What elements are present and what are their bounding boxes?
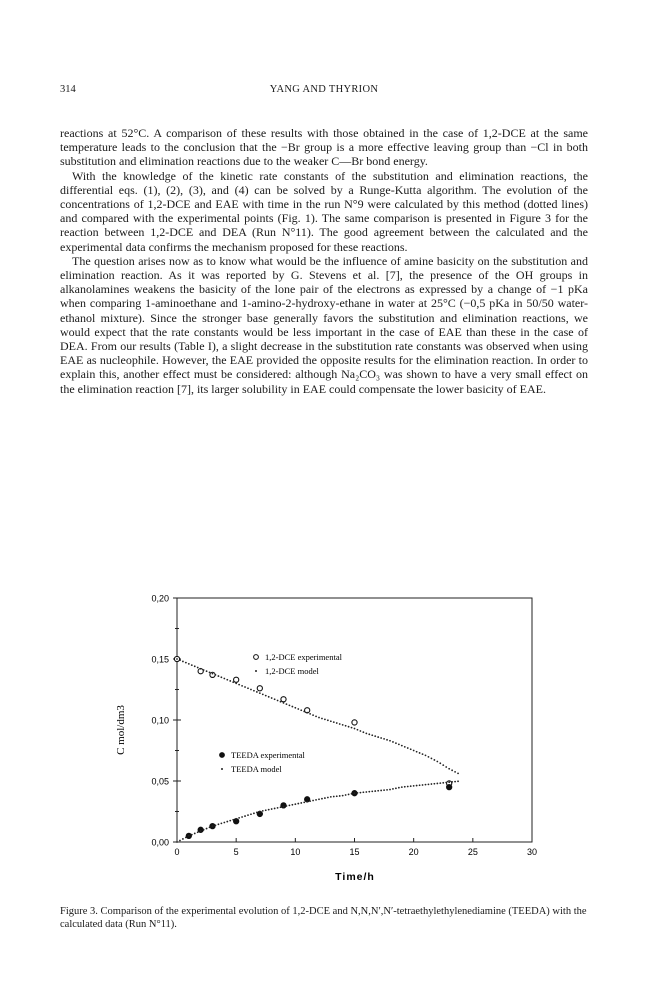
model-dot xyxy=(188,663,190,665)
model-dot xyxy=(433,783,435,785)
model-dot xyxy=(232,681,234,683)
model-dot xyxy=(291,804,293,806)
page-header xyxy=(60,84,588,98)
model-dot xyxy=(185,837,187,839)
model-dot xyxy=(442,782,444,784)
model-dot xyxy=(315,715,317,717)
model-dot xyxy=(324,718,326,720)
model-dot xyxy=(389,789,391,791)
y-axis-label: C mol/dm3 xyxy=(115,705,127,755)
model-dot xyxy=(238,817,240,819)
model-dot xyxy=(333,796,335,798)
figure-3 xyxy=(100,590,560,890)
model-dot xyxy=(226,679,228,681)
model-dot xyxy=(425,784,427,786)
model-dot xyxy=(280,701,282,703)
x-tick-label: 25 xyxy=(467,847,478,857)
model-dot xyxy=(448,768,450,770)
legend-marker xyxy=(254,655,259,660)
series-layer xyxy=(174,656,459,843)
model-dot xyxy=(203,829,205,831)
model-dot xyxy=(241,685,243,687)
model-dot xyxy=(360,730,362,732)
model-dot xyxy=(428,783,430,785)
model-dot xyxy=(416,751,418,753)
model-dot xyxy=(371,790,373,792)
model-dot xyxy=(327,797,329,799)
model-dot xyxy=(342,724,344,726)
model-dot xyxy=(451,781,453,783)
model-dot xyxy=(422,753,424,755)
model-dot xyxy=(339,795,341,797)
model-dot xyxy=(191,834,193,836)
dce-point xyxy=(352,720,357,725)
model-dot xyxy=(250,689,252,691)
page-number: 314 xyxy=(60,84,76,95)
model-dot xyxy=(401,745,403,747)
dce-point xyxy=(234,677,239,682)
model-dot xyxy=(392,788,394,790)
model-dot xyxy=(413,750,415,752)
model-dot xyxy=(365,791,367,793)
model-dot xyxy=(220,676,222,678)
model-dot xyxy=(333,721,335,723)
model-dot xyxy=(283,702,285,704)
model-dot xyxy=(235,683,237,685)
model-dot xyxy=(431,758,433,760)
dce-point xyxy=(281,697,286,702)
model-dot xyxy=(324,797,326,799)
model-dot xyxy=(348,726,350,728)
y-tick-label: 0,00 xyxy=(151,837,169,848)
model-dot xyxy=(315,799,317,801)
model-dot xyxy=(268,809,270,811)
model-dot xyxy=(410,748,412,750)
model-dot xyxy=(226,821,228,823)
model-dot xyxy=(218,823,220,825)
y-tick-label: 0,20 xyxy=(151,593,169,604)
model-dot xyxy=(265,809,267,811)
model-dot xyxy=(457,772,459,774)
model-dot xyxy=(380,737,382,739)
model-dot xyxy=(297,708,299,710)
model-dot xyxy=(336,795,338,797)
x-tick-label: 20 xyxy=(408,847,419,857)
model-dot xyxy=(306,801,308,803)
model-dot xyxy=(253,812,255,814)
model-dot xyxy=(209,826,211,828)
model-dot xyxy=(371,734,373,736)
y-tick-label: 0,05 xyxy=(151,776,169,787)
model-dot xyxy=(286,703,288,705)
model-dot xyxy=(365,733,367,735)
model-dot xyxy=(360,792,362,794)
model-dot xyxy=(212,825,214,827)
model-dot xyxy=(291,706,293,708)
model-dot xyxy=(445,782,447,784)
model-dot xyxy=(218,675,220,677)
model-dot xyxy=(374,735,376,737)
model-dot xyxy=(342,795,344,797)
model-dot xyxy=(191,664,193,666)
model-dot xyxy=(262,810,264,812)
x-axis xyxy=(174,838,537,857)
model-dot xyxy=(312,714,314,716)
model-dot xyxy=(244,686,246,688)
model-dot xyxy=(256,691,258,693)
model-dot xyxy=(200,668,202,670)
model-dot xyxy=(362,791,364,793)
model-dot xyxy=(229,680,231,682)
model-dot xyxy=(241,816,243,818)
x-axis-label: Time/h xyxy=(335,871,375,883)
model-dot xyxy=(357,729,359,731)
legend-label: TEEDA model xyxy=(231,764,282,774)
model-dot xyxy=(398,744,400,746)
model-dot xyxy=(179,840,181,842)
model-dot xyxy=(439,782,441,784)
model-dot xyxy=(321,798,323,800)
x-tick-label: 0 xyxy=(174,847,180,857)
model-dot xyxy=(203,669,205,671)
model-dot xyxy=(185,662,187,664)
model-dot xyxy=(197,831,199,833)
model-dot xyxy=(419,752,421,754)
model-dot xyxy=(176,658,178,660)
model-dot xyxy=(312,800,314,802)
model-dot xyxy=(277,807,279,809)
legend-label: 1,2-DCE model xyxy=(265,666,319,676)
model-dot xyxy=(345,725,347,727)
model-dot xyxy=(265,695,267,697)
model-dot xyxy=(303,801,305,803)
model-dot xyxy=(247,814,249,816)
model-dot xyxy=(197,667,199,669)
model-dot xyxy=(345,794,347,796)
model-dot xyxy=(235,818,237,820)
model-dot xyxy=(179,659,181,661)
caption-text: Figure 3. Comparison of the experimental evolution of 1,2-DCE and N,N,N′,N′-tetraethylethylenediamine (TEEDA) with the calculated data (Run N°11). xyxy=(60,906,587,930)
model-dot xyxy=(404,786,406,788)
model-dot xyxy=(457,780,459,782)
model-dot xyxy=(194,665,196,667)
model-dot xyxy=(416,785,418,787)
model-dot xyxy=(297,803,299,805)
model-dot xyxy=(256,812,258,814)
legend-marker xyxy=(220,753,225,758)
model-dot xyxy=(283,806,285,808)
model-dot xyxy=(212,673,214,675)
model-dot xyxy=(377,790,379,792)
model-dot xyxy=(422,784,424,786)
model-dot xyxy=(407,786,409,788)
model-dot xyxy=(176,841,178,843)
model-dot xyxy=(250,813,252,815)
model-dot xyxy=(262,693,264,695)
model-dot xyxy=(271,697,273,699)
model-dot xyxy=(220,822,222,824)
model-dot xyxy=(206,670,208,672)
body-text xyxy=(60,126,588,396)
model-dot xyxy=(253,690,255,692)
model-dot xyxy=(336,722,338,724)
model-dot xyxy=(368,733,370,735)
model-dot xyxy=(259,692,261,694)
model-dot xyxy=(306,712,308,714)
model-dot xyxy=(300,709,302,711)
model-dot xyxy=(238,684,240,686)
figure-caption xyxy=(60,905,588,931)
model-dot xyxy=(274,808,276,810)
model-dot xyxy=(274,698,276,700)
model-dot xyxy=(404,746,406,748)
model-dot xyxy=(330,720,332,722)
x-tick-label: 15 xyxy=(349,847,360,857)
model-dot xyxy=(321,718,323,720)
model-dot xyxy=(351,793,353,795)
model-dot xyxy=(442,764,444,766)
model-dot xyxy=(330,796,332,798)
x-tick-label: 5 xyxy=(233,847,239,857)
model-dot xyxy=(259,811,261,813)
model-dot xyxy=(383,738,385,740)
model-dot xyxy=(392,741,394,743)
model-dot xyxy=(383,789,385,791)
model-dot xyxy=(215,674,217,676)
model-dot xyxy=(351,727,353,729)
legend-label: TEEDA experimental xyxy=(231,750,305,760)
model-dot xyxy=(300,802,302,804)
model-dot xyxy=(318,717,320,719)
model-dot xyxy=(206,828,208,830)
model-dot xyxy=(389,740,391,742)
model-dot xyxy=(223,678,225,680)
y-tick-label: 0,15 xyxy=(151,654,169,665)
model-dot xyxy=(362,731,364,733)
model-dot xyxy=(407,747,409,749)
model-dot xyxy=(232,819,234,821)
paragraph: With the knowledge of the kinetic rate constants of the substitution and elimination reactions, the differential eqs. (1), (2), (3), and (4) can be solved by a Runge-Kutta algorithm. The evolution of the concentrations of 1,2-DCE and EAE with time in the run N°9 were calculated by this method (dotted lines) and compared with the experimental points (Fig. 1). The same comparison is presented in Figure 3 for the reaction between 1,2-DCE and DEA (Run N°11). The good agreement between the calculated and the experimental data confirms the mechanism proposed for these reactions. xyxy=(60,168,588,254)
model-dot xyxy=(277,700,279,702)
model-dot xyxy=(268,696,270,698)
model-dot xyxy=(339,723,341,725)
model-dot xyxy=(294,707,296,709)
model-dot xyxy=(419,784,421,786)
model-dot xyxy=(374,790,376,792)
model-dot xyxy=(280,806,282,808)
model-dot xyxy=(436,783,438,785)
legend xyxy=(220,652,343,774)
model-dot xyxy=(229,820,231,822)
model-dot xyxy=(413,785,415,787)
model-dot xyxy=(436,761,438,763)
model-dot xyxy=(200,830,202,832)
model-dot xyxy=(439,762,441,764)
model-dot xyxy=(209,672,211,674)
model-dot xyxy=(348,794,350,796)
model-dot xyxy=(401,786,403,788)
model-dot xyxy=(354,792,356,794)
model-dot xyxy=(327,719,329,721)
paragraph: The question arises now as to know what would be the influence of amine basicity on the substitution and elimination reaction. As it was reported by G. Stevens et al. [7], the presence of the OH groups in alkanolamines weakens the basicity of the lone pair of the electrons as expressed by a change of −1 pKa when comparing 1-aminoethane and 1-amino-2-hydroxy-ethane in water at 25°C (−0,5 pKa in 50/50 water-ethanol mixture). Since the stronger base generally favors the substitution and elimination reactions, we would expect that the rate constants would be less important in the case of EAE than these in the case of DEA. From our results (Table I), a slight decrease in the substitution rate constants was observed when using EAE as nucleophile. However, the EAE provided the opposite results for the elimination reaction. In order to explain this, another effect must be considered: although Na₂CO₃ was shown to have a very small effect on the elimination reaction [7], its larger solubility in EAE could compensate the lower basicity of EAE. xyxy=(60,253,588,396)
concentration-time-chart xyxy=(100,590,560,890)
model-dot xyxy=(386,789,388,791)
model-dot xyxy=(451,769,453,771)
model-dot xyxy=(395,742,397,744)
model-dot xyxy=(194,833,196,835)
model-dot xyxy=(244,815,246,817)
model-dot xyxy=(368,791,370,793)
legend-marker xyxy=(221,768,223,770)
legend-marker xyxy=(255,670,257,672)
model-dot xyxy=(428,756,430,758)
model-dot xyxy=(303,711,305,713)
model-dot xyxy=(448,781,450,783)
legend-label: 1,2-DCE experimental xyxy=(265,652,342,662)
x-tick-label: 10 xyxy=(290,847,301,857)
model-dot xyxy=(309,713,311,715)
model-dot xyxy=(395,787,397,789)
model-dot xyxy=(289,805,291,807)
model-dot xyxy=(289,704,291,706)
teeda-point xyxy=(447,785,452,790)
model-dot xyxy=(247,687,249,689)
x-tick-label: 30 xyxy=(526,847,538,857)
model-dot xyxy=(410,785,412,787)
model-dot xyxy=(433,759,435,761)
model-dot xyxy=(286,805,288,807)
model-dot xyxy=(271,808,273,810)
model-dot xyxy=(182,661,184,663)
model-dot xyxy=(182,838,184,840)
model-dot xyxy=(223,822,225,824)
paragraph: reactions at 52°C. A comparison of these results with those obtained in the case of 1,2-DCE at the same temperature leads to the conclusion that the −Br group is a more effective leaving group than −Cl in both substitution and elimination reactions due to the weaker C—Br bond energy. xyxy=(60,126,588,169)
model-dot xyxy=(398,787,400,789)
model-dot xyxy=(309,800,311,802)
model-dot xyxy=(215,824,217,826)
model-dot xyxy=(454,771,456,773)
model-dot xyxy=(377,736,379,738)
model-dot xyxy=(188,835,190,837)
model-dot xyxy=(380,790,382,792)
model-dot xyxy=(357,792,359,794)
model-dot xyxy=(354,728,356,730)
model-dot xyxy=(431,783,433,785)
model-dot xyxy=(454,781,456,783)
model-dot xyxy=(294,803,296,805)
model-dot xyxy=(318,798,320,800)
model-dot xyxy=(445,766,447,768)
dce-point xyxy=(257,686,262,691)
model-dot xyxy=(386,739,388,741)
model-dot xyxy=(425,754,427,756)
running-head: YANG AND THYRION xyxy=(269,84,379,95)
y-tick-label: 0,10 xyxy=(151,715,169,726)
